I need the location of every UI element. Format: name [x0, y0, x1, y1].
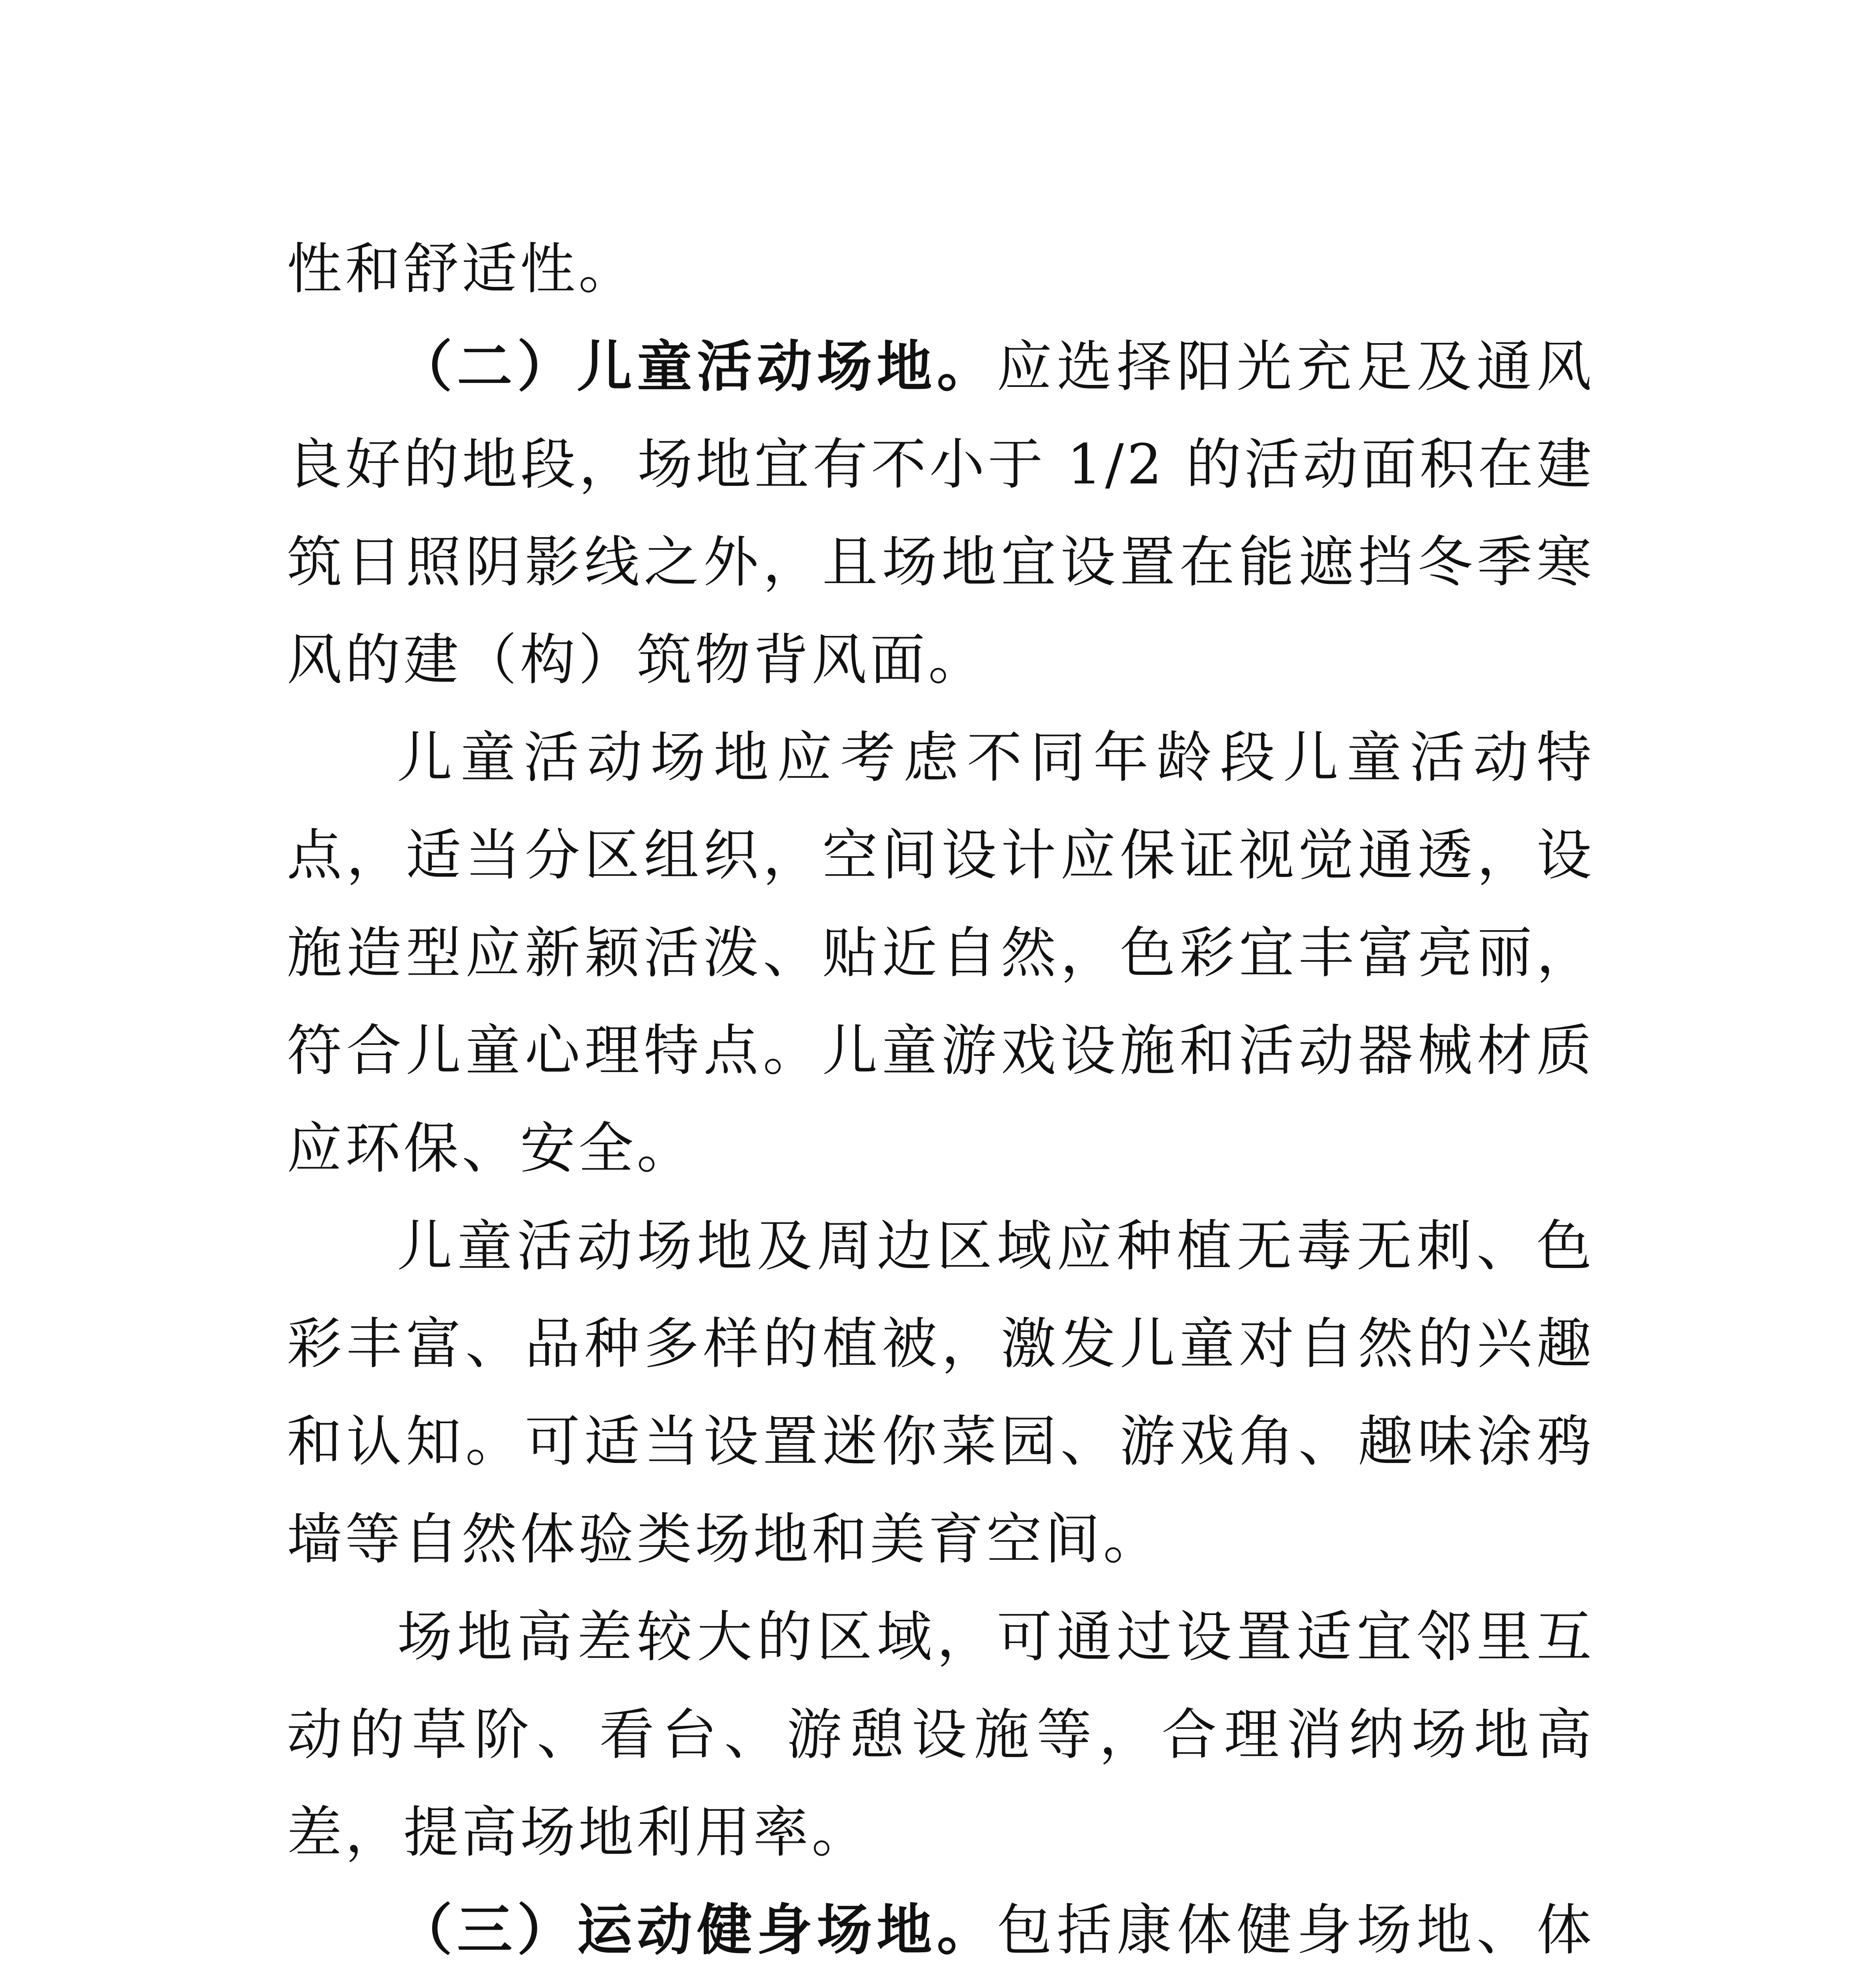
paragraph [287, 1198, 1595, 1589]
body-text [287, 221, 1595, 1970]
section-heading: （二）儿童活动场地。 [397, 335, 997, 399]
paragraph-text: 儿童活动场地应考虑不同年龄段儿童活动特点，适当分区组织，空间设计应保证视觉通透，设施造型应新颖活泼、贴近自然，色彩宜丰富亮丽，符合儿童心理特点。儿童游戏设施和活动器械材质应环保、安全。 [287, 726, 1595, 1181]
paragraph [287, 318, 1595, 709]
paragraph [287, 1589, 1595, 1882]
paragraph-text: 场地高差较大的区域，可通过设置适宜邻里互动的草阶、看台、游憩设施等，合理消纳场地高差，提高场地利用率。 [287, 1605, 1595, 1865]
paragraph-text: 应选择阳光充足及通风良好的地段，场地宜有不小于 1/2 的活动面积在建筑日照阴影线之外，且场地宜设置在能遮挡冬季寒风的建（构）筑物背风面。 [287, 335, 1595, 692]
paragraph-text: 包括康体健身场地、体 [997, 1898, 1595, 1963]
paragraph-text: 儿童活动场地及周边区域应种植无毒无刺、色彩丰富、品种多样的植被，激发儿童对自然的兴趣和认知。可适当设置迷你菜园、游戏角、趣味涂鸦墙等自然体验类场地和美育空间。 [287, 1214, 1595, 1572]
paragraph [287, 1882, 1595, 1970]
paragraph-text: 性和舒适性。 [287, 237, 637, 301]
section-heading: （三）运动健身场地。 [397, 1898, 997, 1963]
paragraph [287, 709, 1595, 1198]
paragraph [287, 221, 1595, 318]
